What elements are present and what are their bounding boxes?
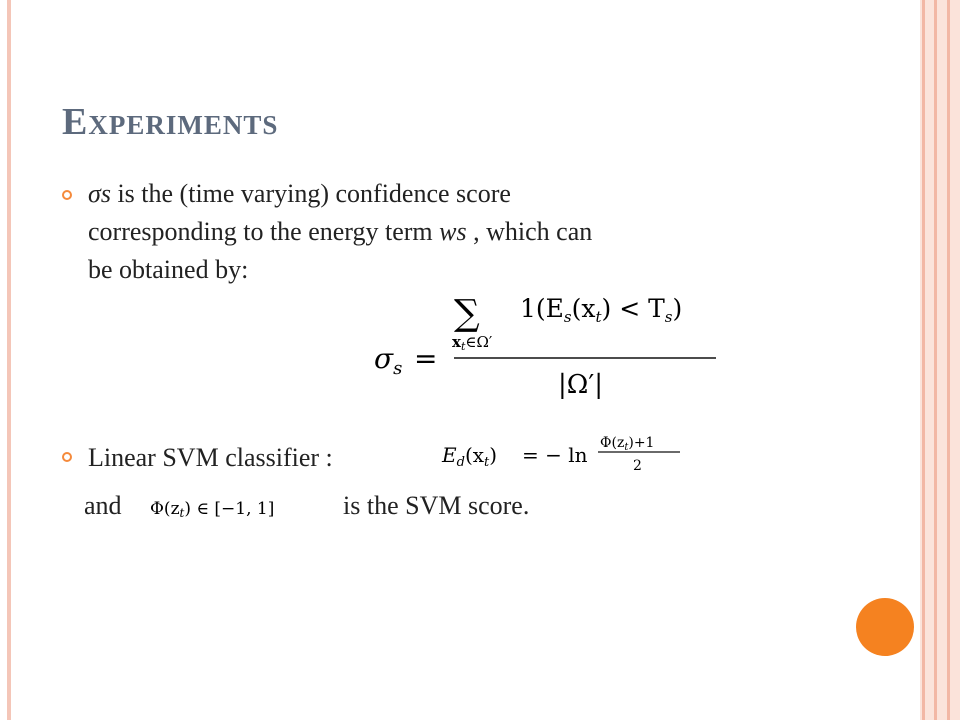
bullet1-line1-text: is the (time varying) confidence score xyxy=(110,179,511,208)
and-text: and xyxy=(84,491,122,520)
formula-lhs: σ xyxy=(374,342,394,375)
right-frame-stripe xyxy=(922,0,925,720)
accent-circle xyxy=(856,598,914,656)
right-frame-stripe xyxy=(934,0,937,720)
phi-range-formula xyxy=(148,492,338,522)
bullet1-line2-end: , which can xyxy=(466,217,593,246)
bullet1-line3: be obtained by: xyxy=(88,255,249,284)
svm-lhs: $E_d(x_t)$ xyxy=(442,443,498,470)
formula-sum-subscript: $x_t\in\Omega'$ xyxy=(452,333,493,353)
svm-energy-formula xyxy=(440,432,690,476)
svg-text:σs xyxy=(374,342,402,379)
svm-frac-den: 2 xyxy=(633,458,642,474)
formula-equals: = xyxy=(414,342,438,375)
phi-text: Φ(zt) ∈ [−1, 1] xyxy=(150,499,275,520)
bullet1-line2 xyxy=(88,214,592,250)
bullet2-label: Linear SVM classifier : xyxy=(88,443,333,472)
svm-frac-num: $\Phi(z_t)+1$ xyxy=(600,435,655,453)
bullet1-line1 xyxy=(88,176,511,212)
slide-title: Experiments xyxy=(62,101,279,143)
formula-denominator: |Ω′| xyxy=(558,370,603,400)
svm-score-text: is the SVM score. xyxy=(343,491,530,520)
formula-sum-sign: ∑ xyxy=(454,293,480,334)
right-frame-stripe xyxy=(947,0,950,720)
bullet1-line2-text: corresponding to the energy term xyxy=(88,217,440,246)
right-frame-band xyxy=(920,0,960,720)
formula-numerator: $1(E_s(x_t) < T_s)$ xyxy=(520,294,683,326)
bullet-marker xyxy=(62,190,72,200)
confidence-score-formula xyxy=(372,285,722,405)
bullet-marker xyxy=(62,452,72,462)
energy-term-symbol: ws xyxy=(439,217,467,246)
formula-lhs-sub: s xyxy=(393,358,403,379)
sigma-symbol: σs xyxy=(88,179,111,208)
left-frame-line xyxy=(7,0,11,720)
svm-rhs: = − ln xyxy=(522,443,588,467)
